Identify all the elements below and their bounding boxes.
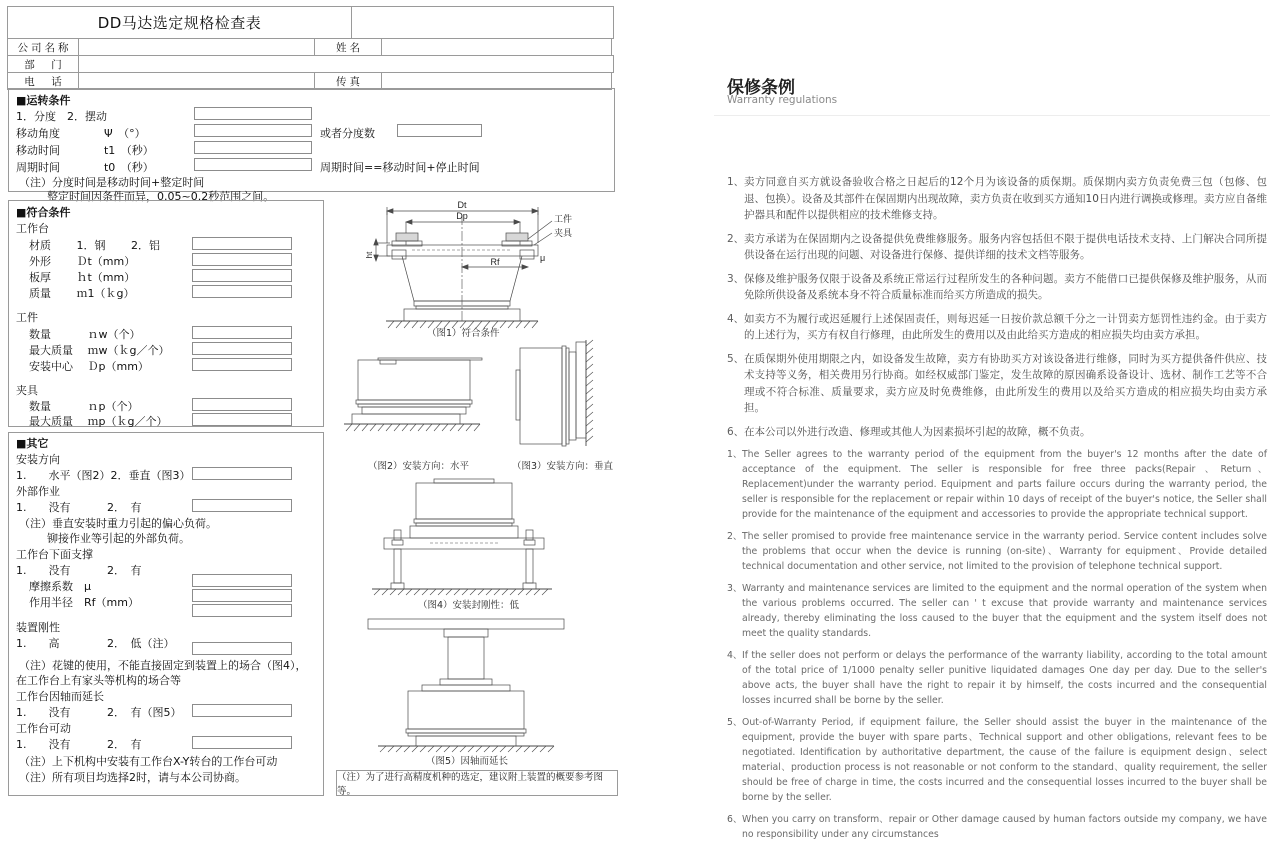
item-text: 卖方同意自买方就设备验收合格之日起后的12个月为该设备的质保期。质保期内卖方负责免费三包（包修、包退、包换）。设备及其部件在保固期内出现故障，卖方负责在收到买方通知10日内进行调换或修理。卖方应自备维护器具和配件以提供相应的技术维修支持。 bbox=[744, 176, 1267, 221]
move-time-input[interactable] bbox=[194, 141, 312, 154]
label-company-name: 公司名称 bbox=[7, 38, 79, 56]
diagram-note-box bbox=[336, 770, 618, 796]
item-number: 4、 bbox=[727, 650, 743, 661]
warranty-list-english bbox=[727, 447, 1267, 849]
group-worktable-label: 工作台 bbox=[16, 222, 49, 235]
figure-4-drawing bbox=[330, 475, 630, 595]
field-company-name[interactable] bbox=[78, 38, 315, 56]
svg-text:μ: μ bbox=[540, 253, 546, 263]
item-text: If the seller does not perform or delays the performance of the warranty liability, according to the total amount of the total price of 1/1000 penalty seller punitive liquidated damages One day per day. Due to the seller's above acts, the buyer shall have the right to repair it by himself, the costs incurred and the consequential losses incurred shall be borne by the seller. bbox=[742, 650, 1267, 706]
figure-2-3-drawing bbox=[330, 340, 630, 450]
mount-direction-input[interactable] bbox=[192, 467, 292, 480]
operating-mode-input[interactable] bbox=[194, 107, 312, 120]
item-text: When you carry on transform、repair or Other damage caused by human factors outside my company, we have no responsibility under any circumstances bbox=[742, 814, 1267, 840]
item-number: 2、 bbox=[727, 531, 743, 542]
device-rigidity-options: 1. 高 2． 低（注） bbox=[16, 637, 175, 650]
operating-note-1: （注）分度时间是移动时间+整定时间 bbox=[19, 176, 205, 189]
list-item bbox=[727, 231, 1267, 264]
section-other bbox=[8, 432, 324, 796]
table-support-label: 工作台下面支撑 bbox=[16, 548, 93, 561]
inspection-form bbox=[0, 0, 630, 804]
cycle-time-formula: 周期时间==移动时间+停止时间 bbox=[320, 161, 480, 174]
svg-text:ht: ht bbox=[365, 251, 374, 259]
division-count-label: 或者分度数 bbox=[320, 127, 375, 140]
warranty-divider bbox=[714, 115, 1270, 116]
cycle-time-input[interactable] bbox=[194, 158, 312, 171]
move-time-label: 移动时间 t1 （秒） bbox=[16, 144, 154, 157]
mass-m1-label: 质量 ｍ1（ｋg） bbox=[29, 287, 135, 300]
acting-radius-input[interactable] bbox=[192, 604, 292, 617]
figure-1-drawing bbox=[330, 195, 630, 340]
svg-text:Dt: Dt bbox=[457, 200, 467, 210]
table-extension-label: 工作台因轴而延长 bbox=[16, 690, 104, 703]
external-work-label: 外部作业 bbox=[16, 485, 60, 498]
workpiece-maxmass-label: 最大质量 ｍw（ｋg／个） bbox=[29, 344, 170, 357]
rigidity-note-2: 在工作台上有家头等机构的场合等 bbox=[16, 674, 181, 687]
material-input[interactable] bbox=[192, 237, 292, 250]
list-item bbox=[727, 812, 1267, 842]
item-number: 5、 bbox=[727, 717, 743, 728]
figure-5-caption: （图5）因轴而延长 bbox=[426, 756, 509, 767]
workpiece-qty-label: 数量 ｎw（个） bbox=[29, 328, 141, 341]
external-work-note-1: （注）垂直安装时重力引起的偏心负荷。 bbox=[19, 517, 217, 530]
item-text: 卖方承诺为在保固期内之设备提供免费维修服务。服务内容包括但不限于提供电话技术支持、上门解决合同所提供设备在运行出现的问题、对设备进行保修、提供详细的技术文档等服务。 bbox=[744, 232, 1267, 261]
item-text: Out-of-Warranty Period, if equipment failure, the Seller should assist the buyer in the maintenance of the equipment, provide the buyer with spare parts、Technical support and other obligations, relevant fees to be negotiated. Identification by authoritative department, the cause of the failure is equipment design、select material、production process is not reasonable or not conform to the standard、quality requirement, the seller should be free of charge in time, the costs incurred and the consequential losses incurred to the buyer shall be borne by the seller. bbox=[742, 717, 1267, 803]
form-title-row bbox=[8, 7, 615, 39]
table-extension-input[interactable] bbox=[192, 704, 292, 717]
operating-section-title: ■运转条件 bbox=[16, 94, 71, 107]
item-number: 1、 bbox=[727, 449, 743, 460]
list-item bbox=[727, 311, 1267, 344]
form-title: DD马达选定规格检查表 bbox=[7, 6, 352, 39]
item-text: Warranty and maintenance services are limited to the equipment and the normal operation of the system when the various problems occurred. The seller can ' t excuse that provide warranty and maintenance services already, thereby eliminating the loss caused to the buyer that the equipment and the system itself does not meet the quality standards. bbox=[742, 583, 1267, 639]
external-work-input[interactable] bbox=[192, 499, 292, 512]
diagram-column bbox=[330, 195, 630, 805]
item-number: 6、 bbox=[727, 425, 745, 438]
label-phone: 电 话 bbox=[7, 72, 79, 90]
material-label: 材质 1．钢 2．铝 bbox=[29, 239, 160, 252]
item-text: 在本公司以外进行改造、修理或其他人为因素损坏引起的故障，概不负责。 bbox=[744, 425, 1091, 438]
operating-mode-label: 1．分度 2．摆动 bbox=[16, 110, 107, 123]
item-text: The seller promised to provide free maintenance service in the warranty period. Service content includes solve the problems that occur when the device is running (on-site)、Warranty for equipment、Provide detailed technical documentation and other service, not limited to the provision of telephone technical support. bbox=[742, 531, 1267, 572]
group-fixture-label: 夹具 bbox=[16, 384, 38, 397]
item-number: 3、 bbox=[727, 272, 745, 285]
workpiece-maxmass-input[interactable] bbox=[192, 342, 292, 355]
device-rigidity-input[interactable] bbox=[192, 642, 292, 655]
item-text: The Seller agrees to the warranty period of the equipment from the buyer's 12 months after the date of acceptance of the equipment. The seller is responsible for free three packs(Repair 、Return、Replacement)under the warranty period. Equipment and parts failure occurs during the warranty period, the seller is responsible for the replacement or repair within 10 days of receipt of the buyer's notice, the Seller shall provide for the maintenance of the equipment and accessories to provide the appropriate technical support. bbox=[742, 449, 1267, 520]
figure-1-caption: （图1）符合条件 bbox=[427, 328, 500, 339]
friction-coefficient-label: 摩擦系数 μ bbox=[29, 580, 91, 593]
mass-m1-input[interactable] bbox=[192, 285, 292, 298]
external-work-note-2: 铆接作业等引起的外部负荷。 bbox=[47, 532, 190, 545]
field-person-name[interactable] bbox=[381, 38, 612, 56]
table-movable-input[interactable] bbox=[192, 736, 292, 749]
figure-5-drawing bbox=[330, 613, 630, 753]
rigidity-note-1: （注）花键的使用，不能直接固定到装置上的场合（图4）， bbox=[19, 659, 307, 672]
figure-4-caption: （图4）安装封刚性：低 bbox=[418, 600, 520, 611]
division-count-input[interactable] bbox=[397, 124, 482, 137]
figure-2-caption: （图2）安装方向：水平 bbox=[368, 461, 470, 472]
header-row-company bbox=[8, 39, 615, 56]
section-operating-conditions bbox=[8, 88, 615, 203]
fixture-maxmass-input[interactable] bbox=[192, 413, 292, 426]
list-item bbox=[727, 648, 1267, 708]
item-number: 3、 bbox=[727, 583, 743, 594]
form-header-table bbox=[8, 7, 615, 90]
fixture-qty-input[interactable] bbox=[192, 398, 292, 411]
item-text: 保修及维护服务仅限于设备及系统正常运行过程所发生的各种问题。卖方不能借口已提供保修及维护服务，从而免除所供设备及系统本身不符合质量标准而给买方所造成的损失。 bbox=[744, 272, 1267, 301]
warranty-title: 保修条例 bbox=[727, 78, 795, 98]
cycle-time-label: 周期时间 t0 （秒） bbox=[16, 161, 154, 174]
list-item bbox=[727, 351, 1267, 417]
warranty-subtitle: Warranty regulations bbox=[727, 94, 838, 106]
list-item bbox=[727, 174, 1267, 224]
svg-text:Dp: Dp bbox=[456, 211, 468, 221]
table-support-options: 1. 没有 2． 有 bbox=[16, 564, 142, 577]
svg-text:夹具: 夹具 bbox=[554, 229, 573, 239]
mount-direction-label: 安装方向 bbox=[16, 453, 60, 466]
list-item bbox=[727, 529, 1267, 574]
warranty-panel bbox=[700, 0, 1284, 840]
fixture-maxmass-label: 最大质量 ｍp（ｋg／个） bbox=[29, 415, 168, 428]
friction-coefficient-input[interactable] bbox=[192, 589, 292, 602]
svg-text:工件: 工件 bbox=[554, 215, 573, 225]
move-angle-input[interactable] bbox=[194, 124, 312, 137]
item-number: 4、 bbox=[727, 312, 745, 325]
svg-text:Rf: Rf bbox=[490, 257, 500, 267]
warranty-list-chinese bbox=[727, 174, 1267, 447]
list-item bbox=[727, 424, 1267, 441]
operating-note-2: 整定时间因条件而异，0.05~0.2秒范围之间。 bbox=[47, 190, 275, 203]
label-department: 部 门 bbox=[7, 55, 79, 73]
list-item bbox=[727, 581, 1267, 641]
figure-3-caption: （图3）安装方向：垂直 bbox=[512, 461, 614, 472]
mount-direction-options: 1. 水平（图2）2．垂直（图3） bbox=[16, 469, 191, 482]
list-item bbox=[727, 447, 1267, 522]
final-note: （注）所有项目均选择2时，请与本公司协商。 bbox=[19, 771, 246, 784]
item-number: 1、 bbox=[727, 176, 745, 188]
device-rigidity-label: 装置刚性 bbox=[16, 621, 60, 634]
item-text: 在质保期外使用期限之内，如设备发生故障，卖方有协助买方对该设备进行维修，同时为买方提供备件供应、技术支持等义务，相关费用另行协商。如经权威部门鉴定，发生故障的原因确系设备设计、选材、制作工艺等不合理或不符合标准、质量要求，卖方应及时免费维修，由此所发生的费用以及给买方造成的相应损失均由卖方承担。 bbox=[744, 352, 1267, 414]
table-support-input[interactable] bbox=[192, 574, 292, 587]
acting-radius-label: 作用半径 Rf（mm） bbox=[29, 596, 139, 609]
table-extension-options: 1. 没有 2． 有（图5） bbox=[16, 706, 182, 719]
workpiece-qty-input[interactable] bbox=[192, 326, 292, 339]
diagram-note-text: （注）为了进行高精度机种的选定，建议附上装置的概要参考图等。 bbox=[337, 772, 604, 797]
workpiece-center-label: 安装中心 Ｄp（mm） bbox=[29, 360, 149, 373]
other-section-title: ■其它 bbox=[16, 437, 49, 450]
external-work-options: 1. 没有 2． 有 bbox=[16, 501, 142, 514]
workpiece-center-input[interactable] bbox=[192, 358, 292, 371]
move-angle-label: 移动角度 Ψ （°） bbox=[16, 127, 146, 140]
fixture-qty-label: 数量 ｎp（个） bbox=[29, 400, 139, 413]
item-number: 6、 bbox=[727, 814, 743, 825]
list-item bbox=[727, 271, 1267, 304]
header-row-department bbox=[8, 56, 615, 73]
item-text: 如卖方不为履行或迟延履行上述保固责任，则每迟延一日按价款总额千分之一计罚卖方惩罚性违约金。由于卖方的上述行为，买方有权自行修理，由此所发生的费用以及由此给买方造成的相应损失均由卖方承担。 bbox=[744, 312, 1267, 341]
thickness-ht-input[interactable] bbox=[192, 269, 292, 282]
label-fax: 传真 bbox=[314, 72, 382, 90]
form-title-blank bbox=[351, 6, 614, 39]
thickness-ht-label: 板厚 ｈt（mm） bbox=[29, 271, 136, 284]
movable-note: （注）上下机构中安装有工作台X-Y转台的工作台可动 bbox=[19, 755, 278, 768]
section-matching-conditions bbox=[8, 200, 324, 427]
table-movable-label: 工作台可动 bbox=[16, 722, 71, 735]
list-item bbox=[727, 715, 1267, 805]
item-number: 5、 bbox=[727, 352, 745, 365]
shape-dt-label: 外形 Ｄt（mm） bbox=[29, 255, 136, 268]
group-workpiece-label: 工件 bbox=[16, 311, 38, 324]
field-department[interactable] bbox=[78, 55, 614, 73]
item-number: 2、 bbox=[727, 232, 745, 245]
label-person-name: 姓名 bbox=[314, 38, 382, 56]
shape-dt-input[interactable] bbox=[192, 253, 292, 266]
conditions-section-title: ■符合条件 bbox=[16, 206, 71, 219]
table-movable-options: 1. 没有 2． 有 bbox=[16, 738, 142, 751]
